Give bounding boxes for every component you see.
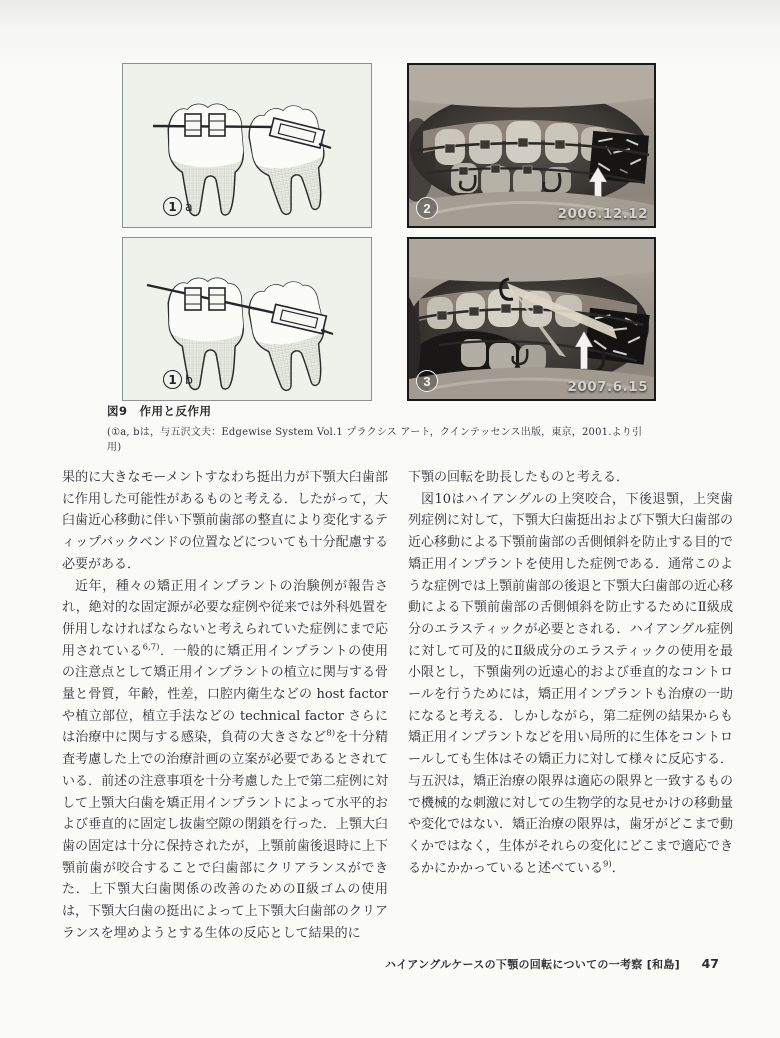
figure-number: 図9 (107, 404, 128, 418)
circled-number-2: 2 (416, 197, 438, 219)
paragraph-text: を十分精査考慮した上での治療計画の立案が必要であるとされている．前述の注意事項を十分考慮した上で第二症例に対して上顎大臼歯を矯正用インプラントによって水平的および垂直的に固定し抜歯空隙の閉鎖を行った．上顎大臼歯の固定は十分に保持されたが，上顎前歯後退時に上下顎前歯が咬合することで臼歯部にクリアランスができた．上下顎大臼歯関係の改善のためのⅡ級ゴムの使用は，下顎大臼歯の挺出によって上下顎大臼歯部のクリアランスを埋めようとする生体の反応として結果的に (62, 730, 388, 941)
body-column-left (62, 467, 388, 944)
panel-1b-label (163, 370, 193, 389)
paragraph-text: ． (611, 860, 625, 876)
figure-caption-title (107, 403, 647, 419)
panel-1a-label (163, 197, 193, 216)
photo-3-label (416, 370, 438, 392)
figure-panel-1a (122, 63, 372, 228)
molar-tooth-distal-tipped (245, 278, 332, 394)
paragraph-text: 近年，種々の矯正用インプラントの治験例が報告され，絶対的な固定源が必要な症例や従来では外科処置を併用しなければならないと考えられていた症例にまで応用されている (62, 578, 388, 659)
circled-number-1: 1 (163, 370, 182, 389)
photo-3-date: 2007.6.15 (567, 379, 648, 395)
upper-lip (409, 239, 654, 282)
photo-2-date: 2006.12.12 (557, 206, 648, 222)
tooth-diagram-1a (123, 64, 371, 227)
paragraph (408, 489, 733, 880)
upper-lip (409, 65, 654, 108)
reference-superscript: 6,7) (142, 642, 160, 653)
page-footer (385, 956, 719, 972)
page-number: 47 (701, 956, 719, 971)
figure-panel-1b (122, 237, 372, 401)
circled-number-3: 3 (416, 370, 438, 392)
paragraph: 下顎の回転を助長したものと考える． (408, 470, 630, 485)
figure-photo-3 (407, 237, 656, 401)
figure-credit: (①a, bは，与五沢文夫：Edgewise System Vol.1 プラクシス アート，クインテッセンス出版，東京，2001.より引用) (107, 427, 643, 453)
intraoral-photo-2 (409, 65, 654, 226)
circled-number-1: 1 (163, 197, 182, 216)
panel-label-suffix: b (185, 372, 193, 387)
photo-2-label (416, 197, 438, 219)
paragraph: 果的に大きなモーメントすなわち挺出力が下顎大臼歯部に作用した可能性があるものと考える．したがって，大臼歯近心移動に伴い下顎前歯部の整直により変化するティップバックベンドの位置などについても十分配慮する必要がある． (62, 470, 388, 572)
running-title: ハイアングルケースの下顎の回転についての一考察 [和島] (385, 958, 680, 971)
body-column-right (408, 467, 733, 879)
intraoral-photo-3 (409, 239, 654, 399)
paragraph (62, 576, 388, 945)
panel-label-suffix: a (185, 199, 193, 214)
reference-superscript: 8) (326, 729, 336, 740)
figure-photo-2 (407, 63, 656, 228)
figure-title: 作用と反作用 (139, 404, 212, 418)
molar-tooth-distal-tipped (245, 102, 332, 218)
paragraph-text: 図10はハイアングルの上突咬合，下後退顎，上突歯列症例に対して，下顎大臼歯挺出および下顎大臼歯部の近心移動による下顎前歯部の舌側傾斜を防止する目的で矯正用インプラントを使用した症例である．通常このような症例では上顎前歯部の後退と下顎大臼歯部の近心移動による下顎前歯部の舌側傾斜を防止するためにⅡ級成分のエラスティックが必要とされる．ハイアングル症例に対して可及的にⅡ級成分のエラスティックの使用を最小限とし，下顎歯列の近遠心的および垂直的なコントロールを行うためには，矯正用インプラントも治療の一助になると考える．しかしながら，第二症例の結果からも矯正用インプラントなどを用い局所的に生体をコントロールしても生体はその矯正力に対して様々に反応する．与五沢は，矯正治療の限界は適応の限界と一致するもので機械的な刺激に対しての生物学的な見せかけの移動量や変化ではない．矯正治療の限界は，歯牙がどこまで動くかではなく，生体がそれらの変化にどこまで適応できるかにかかっていると述べている (408, 491, 734, 876)
tooth-diagram-1b (123, 238, 371, 400)
paragraph-text: ．一般的に矯正用インプラントの使用の注意点として矯正用インプラントの植立に関与する骨量と骨質，年齢，性差，口腔内衛生などの host factor や植立部位，植立手法などの technical factor さらには治療中に関与する感染，負荷の大きさなど (62, 643, 388, 746)
figure-caption (107, 403, 647, 453)
reference-superscript: 9) (603, 859, 612, 870)
